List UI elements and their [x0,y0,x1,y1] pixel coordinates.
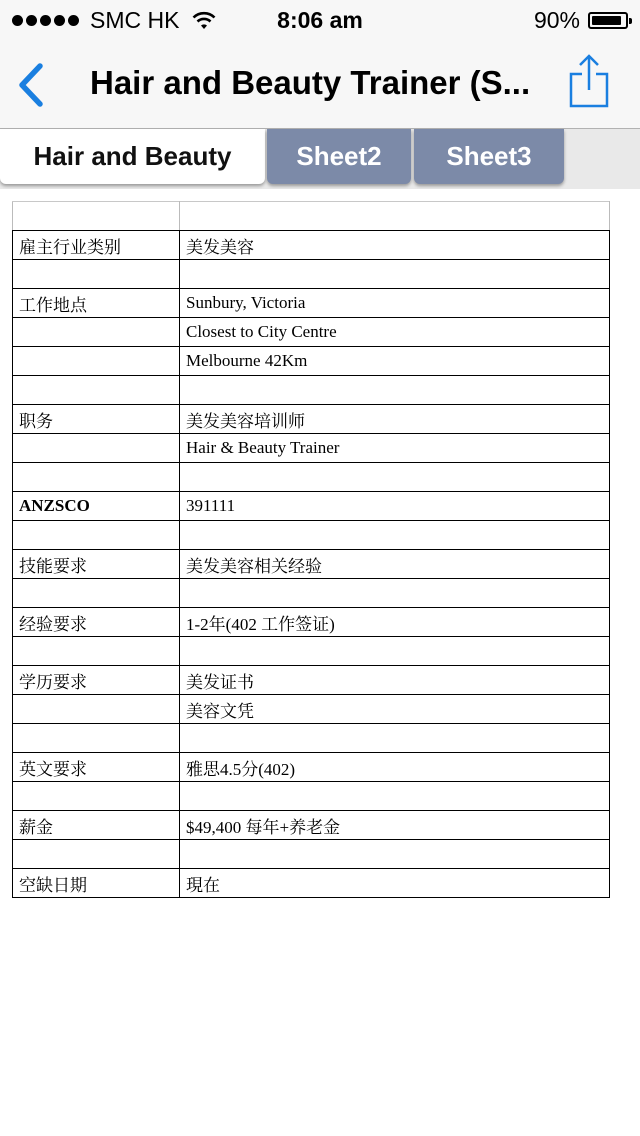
tab-sheet3[interactable]: Sheet3 [414,129,564,184]
field-value-cell[interactable] [180,521,610,550]
field-value-cell[interactable] [180,579,610,608]
field-label-cell[interactable] [13,318,180,347]
field-label-cell[interactable] [13,637,180,666]
field-label-cell[interactable] [13,260,180,289]
table-row [13,434,610,463]
spreadsheet-table [12,201,610,898]
field-value-cell[interactable]: $49,400 每年+养老金 [180,811,610,840]
field-label-cell[interactable]: 空缺日期 [13,869,180,898]
table-row [13,608,610,637]
field-label-cell[interactable] [13,434,180,463]
navigation-bar [0,40,640,129]
field-value-cell[interactable] [180,202,610,231]
table-row [13,202,610,231]
field-label-cell[interactable] [13,840,180,869]
field-label-cell[interactable] [13,202,180,231]
table-row [13,695,610,724]
field-value-cell[interactable]: 美发美容相关经验 [180,550,610,579]
field-label-cell[interactable] [13,463,180,492]
table-row [13,666,610,695]
field-value-cell[interactable]: 美容文凭 [180,695,610,724]
field-label-cell[interactable] [13,347,180,376]
field-value-cell[interactable] [180,724,610,753]
table-row [13,260,610,289]
field-label-cell[interactable]: 薪金 [13,811,180,840]
field-label-cell[interactable] [13,376,180,405]
spreadsheet-view[interactable] [0,189,640,1136]
field-label-cell[interactable] [13,724,180,753]
table-row [13,811,610,840]
tab-sheet2[interactable]: Sheet2 [267,129,411,184]
table-row [13,550,610,579]
field-label-cell[interactable]: 技能要求 [13,550,180,579]
field-value-cell[interactable]: Melbourne 42Km [180,347,610,376]
field-label-cell[interactable]: 学历要求 [13,666,180,695]
table-row [13,492,610,521]
table-row [13,231,610,260]
field-value-cell[interactable]: 美发证书 [180,666,610,695]
field-label-cell[interactable] [13,782,180,811]
field-value-cell[interactable] [180,463,610,492]
table-row [13,724,610,753]
table-row [13,521,610,550]
field-value-cell[interactable]: 391111 [180,492,610,521]
field-label-cell[interactable] [13,695,180,724]
field-value-cell[interactable] [180,840,610,869]
tab-hair-and-beauty[interactable]: Hair and Beauty [0,129,265,184]
table-row [13,376,610,405]
table-row [13,753,610,782]
table-row [13,869,610,898]
field-value-cell[interactable] [180,376,610,405]
table-row [13,637,610,666]
field-value-cell[interactable]: Hair & Beauty Trainer [180,434,610,463]
field-value-cell[interactable] [180,782,610,811]
field-value-cell[interactable]: 現在 [180,869,610,898]
field-value-cell[interactable] [180,260,610,289]
table-row [13,579,610,608]
table-row [13,405,610,434]
page-title: Hair and Beauty Trainer (S... [90,64,531,101]
battery-icon [588,12,628,29]
field-label-cell[interactable]: 英文要求 [13,753,180,782]
field-label-cell[interactable]: 经验要求 [13,608,180,637]
share-icon[interactable] [566,54,612,110]
field-label-cell[interactable]: ANZSCO [13,492,180,521]
field-value-cell[interactable]: Sunbury, Victoria [180,289,610,318]
table-row [13,318,610,347]
field-value-cell[interactable]: 1-2年(402 工作签证) [180,608,610,637]
field-label-cell[interactable]: 雇主行业类别 [13,231,180,260]
field-label-cell[interactable] [13,521,180,550]
field-value-cell[interactable]: 雅思4.5分(402) [180,753,610,782]
table-row [13,840,610,869]
table-row [13,782,610,811]
field-value-cell[interactable]: 美发美容培训师 [180,405,610,434]
field-value-cell[interactable]: Closest to City Centre [180,318,610,347]
carrier-label: SMC HK [90,7,180,33]
table-row [13,463,610,492]
table-row [13,289,610,318]
field-value-cell[interactable] [180,637,610,666]
field-value-cell[interactable]: 美发美容 [180,231,610,260]
field-label-cell[interactable]: 工作地点 [13,289,180,318]
field-label-cell[interactable] [13,579,180,608]
table-row [13,347,610,376]
sheet-tabs [0,129,640,189]
battery-percent: 90% [533,7,580,33]
status-time: 8:06 am [277,7,363,33]
status-bar [0,0,640,40]
field-label-cell[interactable]: 职务 [13,405,180,434]
chevron-left-icon[interactable] [12,62,52,108]
